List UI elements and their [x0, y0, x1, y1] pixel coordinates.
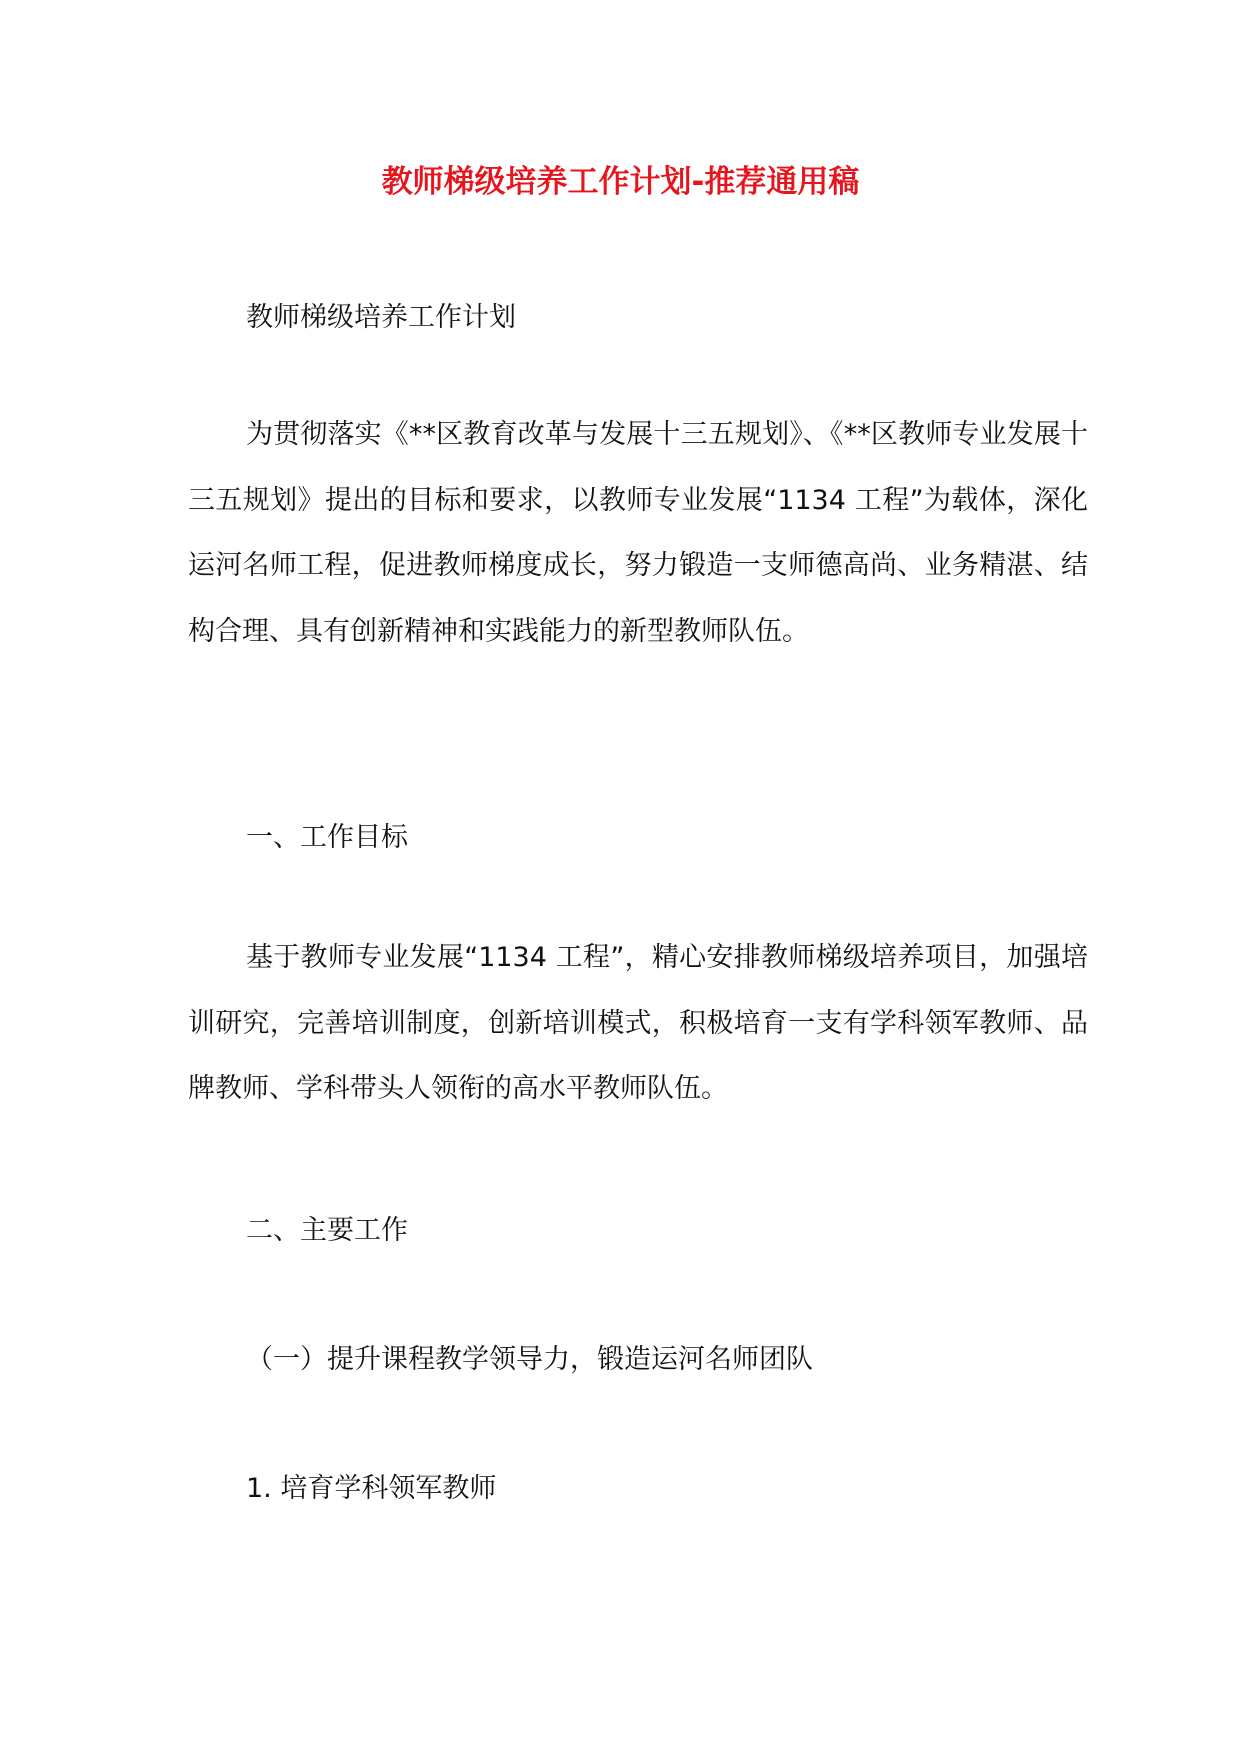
intro-paragraph: 为贯彻落实《**区教育改革与发展十三五规划》、《**区教师专业发展十三五规划》提出的目标和要求，以教师专业发展“1134 工程”为载体，深化运河名师工程，促进教师梯度成长，努力锻造一支师德高尚、业务精湛、结构合理、具有创新精神和实践能力的新型教师队伍。	[188, 419, 1088, 647]
section-heading-main-work: 二、主要工作	[246, 1215, 408, 1246]
item-heading-1: 1. 培育学科领军教师	[246, 1473, 497, 1504]
subsection-heading-1: （一）提升课程教学领导力，锻造运河名师团队	[246, 1344, 813, 1375]
document-subtitle: 教师梯级培养工作计划	[246, 302, 516, 333]
goals-paragraph: 基于教师专业发展“1134 工程”，精心安排教师梯级培养项目，加强培训研究，完善培训制度，创新培训模式，积极培育一支有学科领军教师、品牌教师、学科带头人领衔的高水平教师队伍。	[188, 942, 1088, 1104]
document-title: 教师梯级培养工作计划-推荐通用稿	[381, 164, 860, 200]
section-heading-goals: 一、工作目标	[246, 822, 408, 853]
